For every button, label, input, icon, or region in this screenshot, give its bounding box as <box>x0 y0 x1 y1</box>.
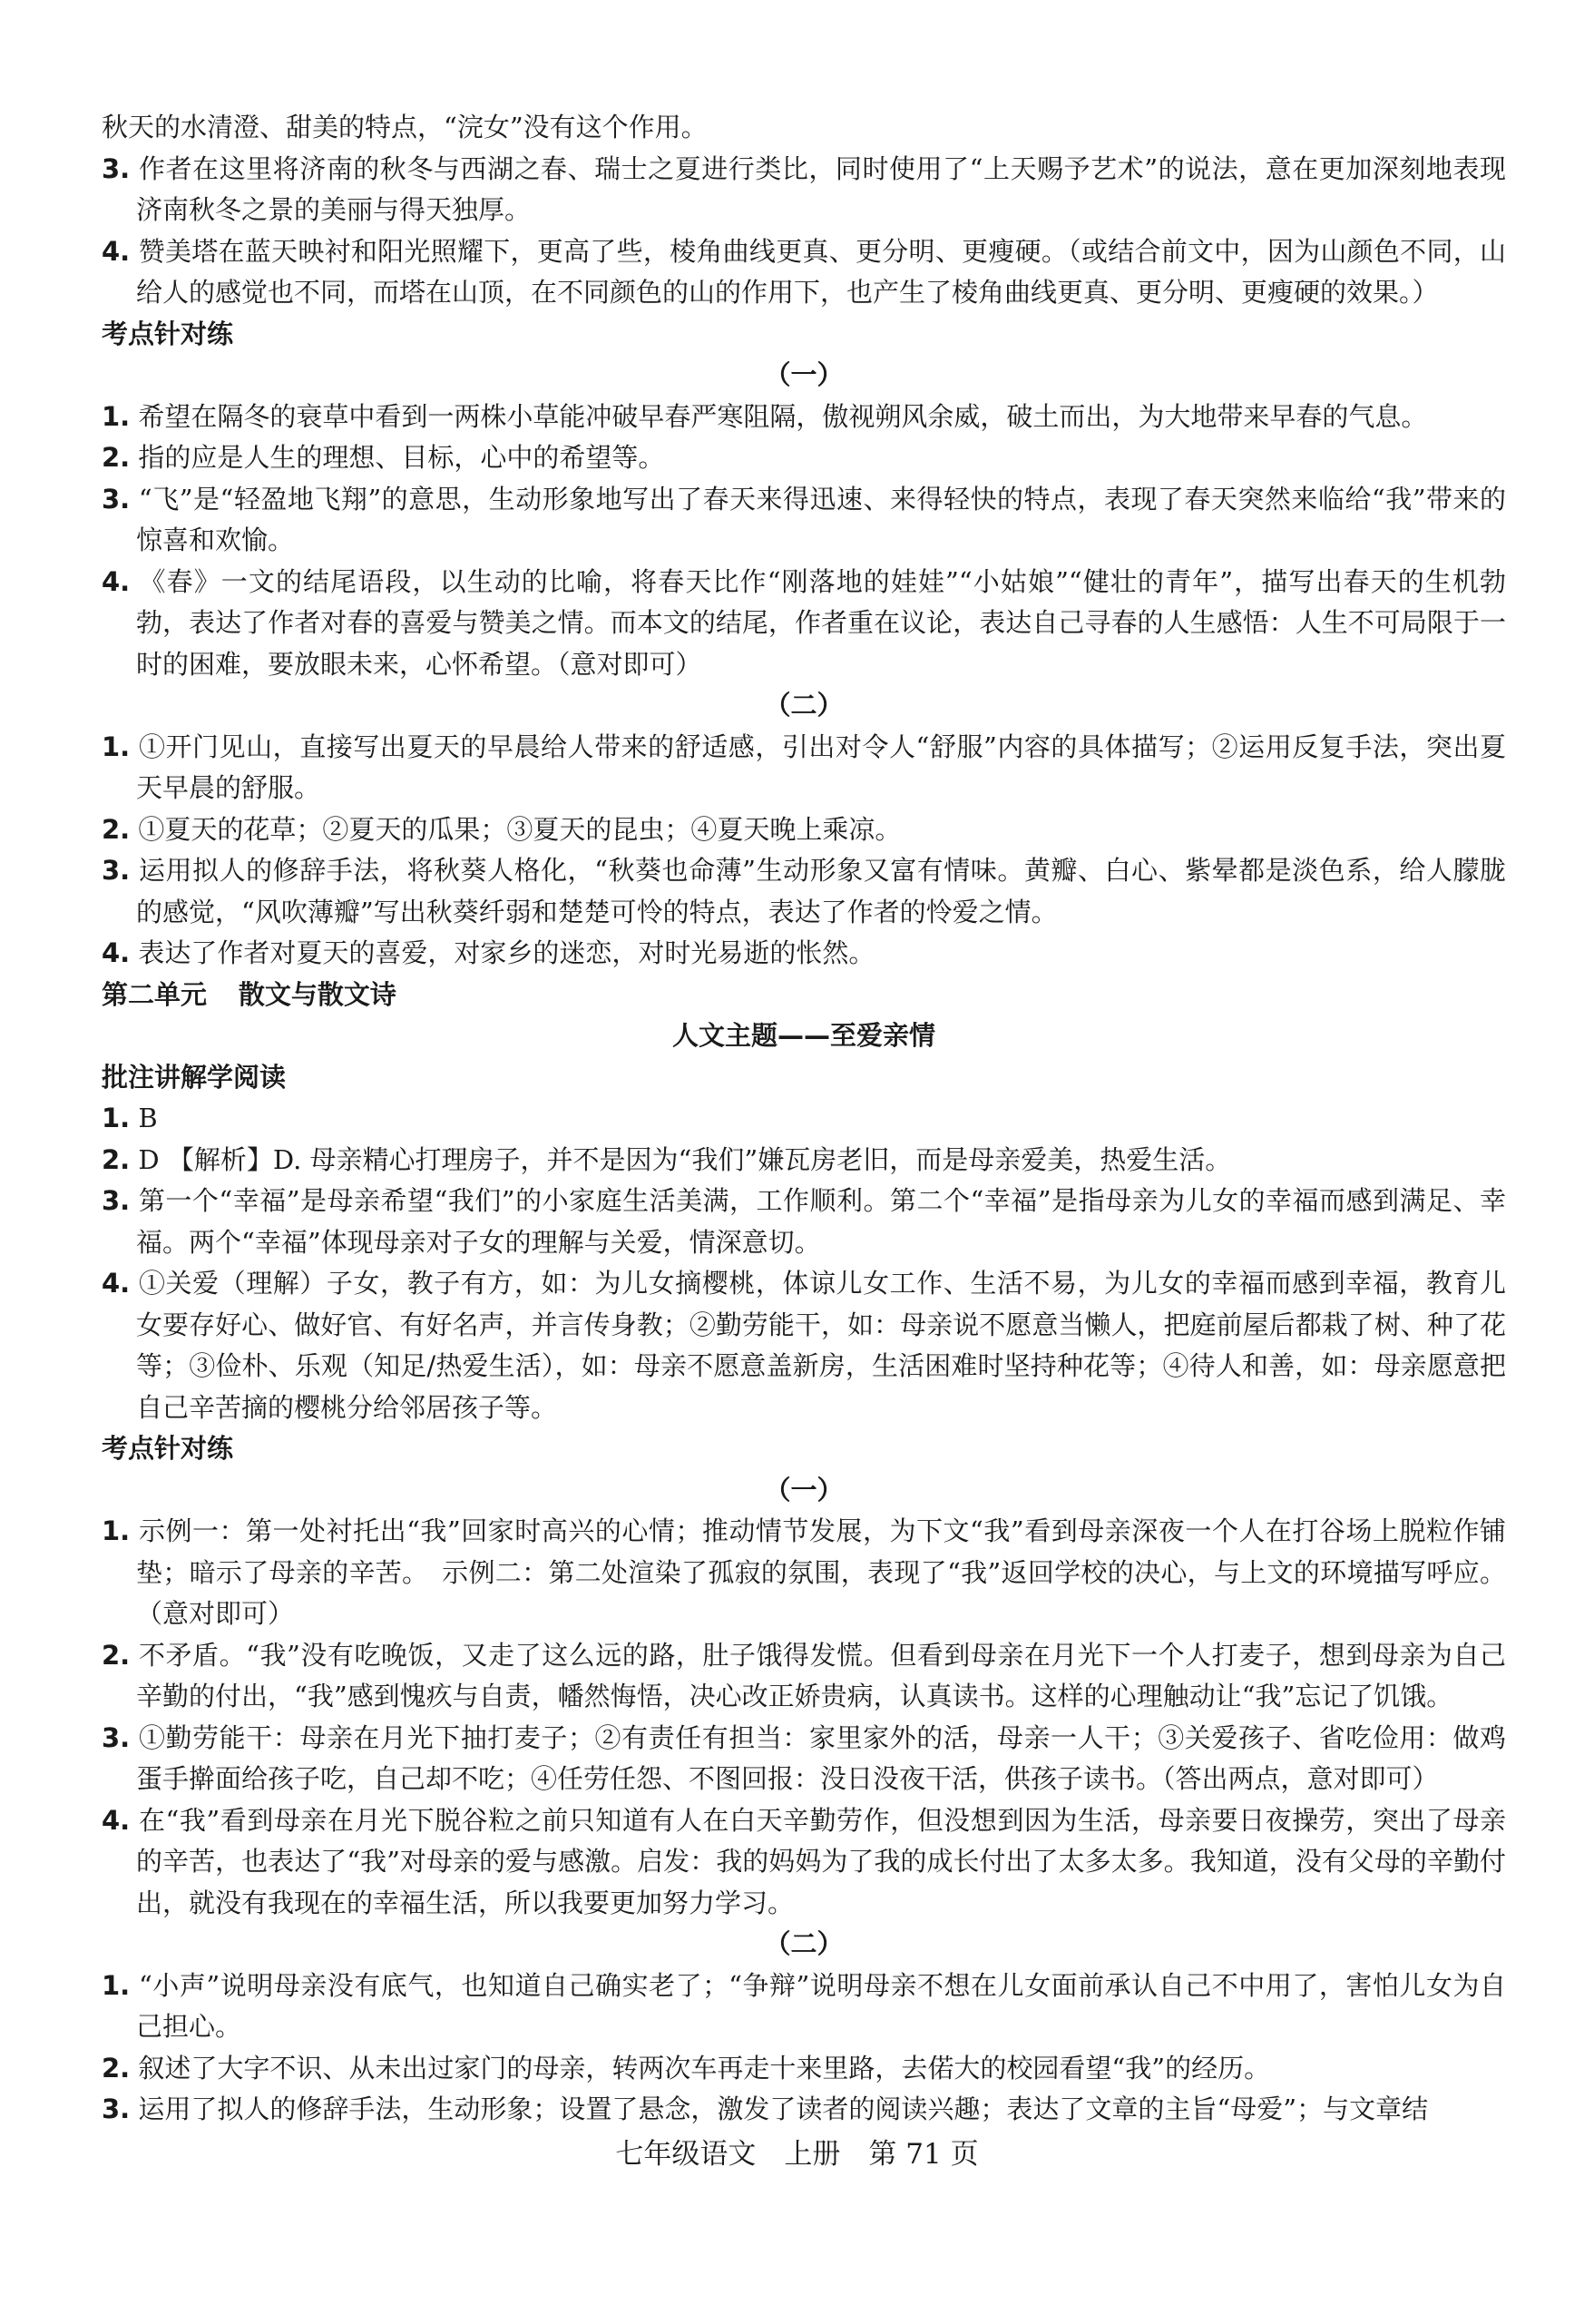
answer-item: 1. 示例一：第一处衬托出“我”回家时高兴的心情；推动情节发展，为下文“我”看到母亲深夜一个人在打谷场上脱粒作铺垫；暗示了母亲的辛苦。 示例二：第二处渲染了孤寂的氛围，表现了“我”返回学校的决心，与上文的环境描写呼应。（意对即可） <box>102 1515 1506 1629</box>
answer-item: 1. 希望在隔冬的衰草中看到一两株小草能冲破早春严寒阻隔，傲视朔风余威，破土而出，为大地带来早春的气息。 <box>102 400 1428 432</box>
answer-item: 2. 指的应是人生的理想、目标，心中的希望等。 <box>102 442 665 473</box>
answer-item: 2. 不矛盾。“我”没有吃晚饭，又走了这么远的路，肚子饿得发慌。但看到母亲在月光下一个人打麦子，想到母亲为自己辛勤的付出，“我”感到愧疚与自责，幡然悔悟，决心改正娇贵病，认真读书。这样的心理触动让“我”忘记了饥饿。 <box>102 1639 1507 1711</box>
answer-item: 2. 叙述了大字不识、从未出过家门的母亲，转两次车再走十来里路，去偌大的校园看望“我”的经历。 <box>102 2052 1271 2084</box>
section-heading: 批注讲解学阅读 <box>102 1061 287 1093</box>
section-heading: 考点针对练 <box>102 318 234 349</box>
answer-item: 3. 运用了拟人的修辞手法，生动形象；设置了悬念，激发了读者的阅读兴趣；表达了文章的主旨“母爱”；与文章结 <box>102 2094 1429 2124</box>
subsection-heading: （二） <box>764 690 844 721</box>
continued-paragraph: 秋天的水清澄、甜美的特点，“浣女”没有这个作用。 <box>102 112 708 142</box>
theme-title: 人文主题——至爱亲情 <box>671 1020 935 1051</box>
answer-item: 3. “飞”是“轻盈地飞翔”的意思，生动形象地写出了春天来得迅速、来得轻快的特点，表现了春天突然来临给“我”带来的惊喜和欢愉。 <box>102 483 1506 555</box>
item-number: 4. <box>102 235 131 267</box>
answer-item: 3. ①勤劳能干：母亲在月光下抽打麦子；②有责任有担当：家里家外的活，母亲一人干；③关爱孩子、省吃俭用：做鸡蛋手擀面给孩子吃，自己却不吃；④任劳任怨、不图回报：没日没夜干活，供孩子读书。（答出两点，意对即可） <box>102 1721 1506 1794</box>
answer-item: 4. 《春》一文的结尾语段，以生动的比喻，将春天比作“刚落地的娃娃”“小姑娘”“健壮的青年”，描写出春天的生机勃勃，表达了作者对春的喜爱与赞美之情。而本文的结尾，作者重在议论，表达自己寻春的人生感悟：人生不可局限于一时的困难，要放眼未来，心怀希望。（意对即可） <box>102 565 1506 680</box>
answer-item: 2. ①夏天的花草；②夏天的瓜果；③夏天的昆虫；④夏天晚上乘凉。 <box>102 813 902 845</box>
answer-item: 3. 第一个“幸福”是母亲希望“我们”的小家庭生活美满，工作顺利。第二个“幸福”是指母亲为儿女的幸福而感到满足、幸福。两个“幸福”体现母亲对子女的理解与关爱，情深意切。 <box>102 1185 1506 1258</box>
page-content <box>102 107 1506 2131</box>
section-heading: 考点针对练 <box>102 1433 234 1464</box>
answer-item: 2. D 【解析】D. 母亲精心打理房子，并不是因为“我们”嫌瓦房老旧，而是母亲爱美，热爱生活。 <box>102 1143 1232 1175</box>
answer-item: 3. 运用拟人的修辞手法，将秋葵人格化，“秋葵也命薄”生动形象又富有情味。黄瓣、白心、紫晕都是淡色系，给人朦胧的感觉，“风吹薄瓣”写出秋葵纤弱和楚楚可怜的特点，表达了作者的怜爱之情。 <box>102 855 1507 927</box>
page-footer: 七年级语文 上册 第 71 页 <box>615 2138 979 2171</box>
answer-item: 4. ①关爱（理解）子女，教子有方，如：为儿女摘樱桃，体谅儿女工作、生活不易，为儿女的幸福而感到幸福，教育儿女要存好心、做好官、有好名声，并言传身教；②勤劳能干，如：母亲说不愿意当懒人，把庭前屋后都栽了树、种了花等；③俭朴、乐观（知足/热爱生活），如：母亲不愿意盖新房，生活困难时坚持种花等；④待人和善，如：母亲愿意把自己辛苦摘的樱桃分给邻居孩子等。 <box>102 1268 1506 1423</box>
answer-item: 4. 在“我”看到母亲在月光下脱谷粒之前只知道有人在白天辛勤劳作，但没想到因为生活，母亲要日夜操劳，突出了母亲的辛苦，也表达了“我”对母亲的爱与感激。启发：我的妈妈为了我的成长付出了太多太多。我知道，没有父母的辛勤付出，就没有我现在的幸福生活，所以我要更加努力学习。 <box>102 1804 1507 1918</box>
subsection-heading: （一） <box>764 1474 844 1505</box>
answer-item: 4. 赞美塔在蓝天映衬和阳光照耀下，更高了些，棱角曲线更真、更分明、更瘦硬。（或结合前文中，因为山颜色不同，山给人的感觉也不同，而塔在山顶，在不同颜色的山的作用下，也产生了棱角曲线更真、更分明、更瘦硬的效果。） <box>102 235 1506 308</box>
unit-title: 第二单元 散文与散文诗 <box>102 978 396 1010</box>
answer-item: 3. 作者在这里将济南的秋冬与西湖之春、瑞士之夏进行类比，同时使用了“上天赐予艺术”的说法，意在更加深刻地表现济南秋冬之景的美丽与得天独厚。 <box>102 152 1507 225</box>
item-number: 3. <box>102 152 131 184</box>
subsection-heading: （一） <box>764 359 844 390</box>
subsection-heading: （二） <box>764 1928 844 1959</box>
answer-item: 1. “小声”说明母亲没有底气，也知道自己确实老了；“争辩”说明母亲不想在儿女面前承认自己不中用了，害怕儿女为自己担心。 <box>102 1969 1506 2042</box>
answer-item: 4. 表达了作者对夏天的喜爱，对家乡的迷恋，对时光易逝的怅然。 <box>102 937 875 968</box>
answer-item: 1. ①开门见山，直接写出夏天的早晨给人带来的舒适感，引出对令人“舒服”内容的具体描写；②运用反复手法，突出夏天早晨的舒服。 <box>102 731 1507 803</box>
answer-item: 1. B <box>102 1103 158 1133</box>
